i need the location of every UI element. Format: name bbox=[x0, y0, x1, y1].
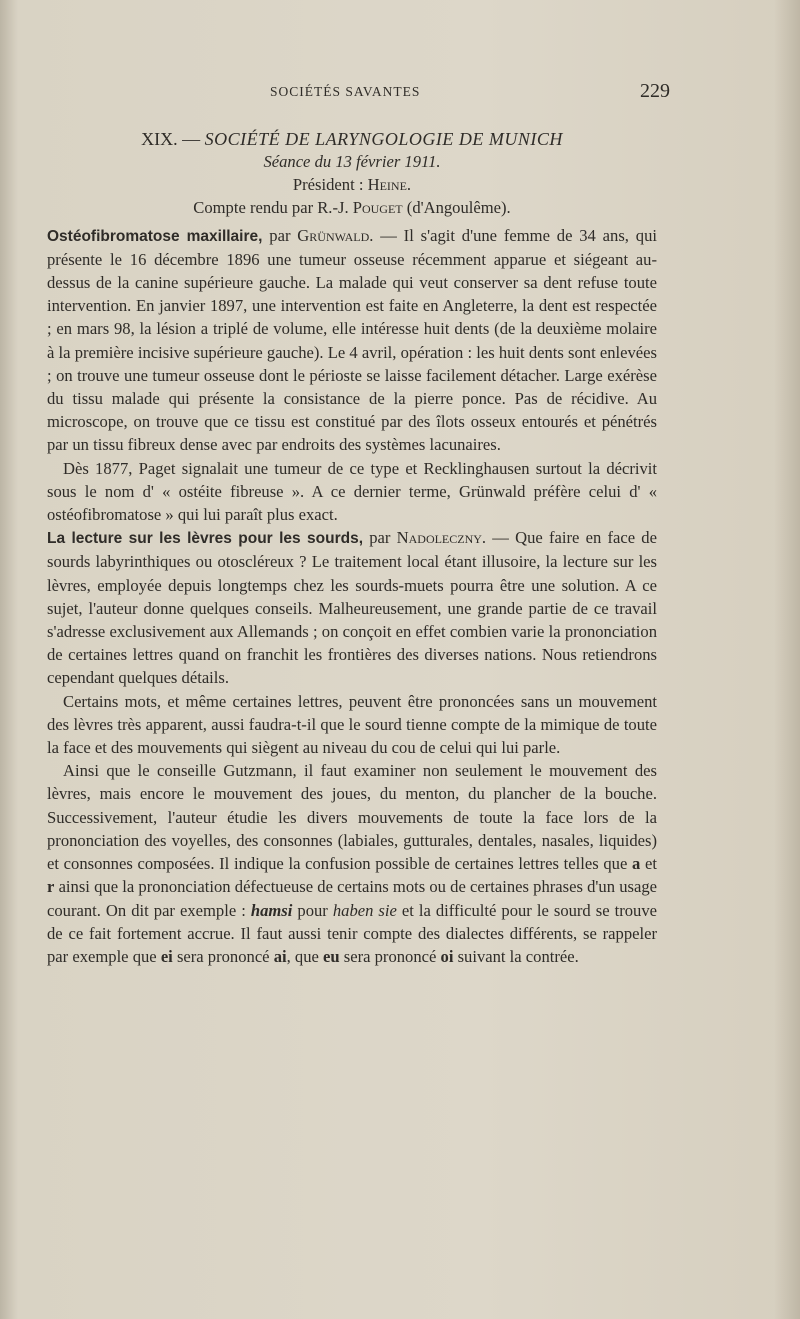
president-line bbox=[47, 173, 657, 196]
article1-text: — Il s'agit d'une femme de 34 ans, qui présente le 16 décembre 1896 une tumeur osseuse récemment apparue et siégeant au-dessus de la canine supérieure gauche. La malade qui veut conserver sa dent refuse toute intervention. En janvier 1897, une intervention est faite en Angleterre, la dent est respectée ; en mars 98, la lésion a triplé de volume, elle intéresse huit dents (de la deuxième molaire à la première incisive supérieure gauche). Le 4 avril, opération : les huit dents sont enlevées ; on trouve une tumeur osseuse dont le périoste se laisse facilement détacher. Large exérèse du tissu malade qui présente la consistance de la pierre ponce. Pas de récidive. Au microscope, on trouve que ce tissu est constitué par des îlots osseux entourés et pénétrés par un tissu fibreux dense avec par endroits des systèmes lacunaires. bbox=[47, 225, 657, 455]
p3-part-d: sera prononcé bbox=[172, 946, 274, 966]
page-body bbox=[47, 128, 657, 968]
p3-part-a: Ainsi que le conseille Gutzmann, il faut examiner non seulement le mouvement des lèvres, mais encore le mouvement des joues, du menton, du plancher de la bouche. Successivement, l'auteur étudie les divers mouvements de toute la face lors de la prononciation des voyelles, des consonnes (labiales, gutturales, dentales, nasales, liquides) et consonnes composées. Il indique la confusion possible de certaines lettres telles que bbox=[47, 761, 657, 874]
letters-oi: oi bbox=[440, 946, 454, 966]
article2-heading: La lecture sur les lèvres pour les sourds, bbox=[47, 530, 363, 548]
article2-paragraph1 bbox=[47, 526, 657, 689]
p3-pour: pour bbox=[292, 900, 333, 920]
article2-paragraph3 bbox=[47, 759, 657, 968]
article2-text: — Que faire en face de sourds labyrinthiques ou otoscléreux ? Le traitement local étant illusoire, la lecture sur les lèvres, employée depuis longtemps chez les sourds-muets pourra être une solution. A ce sujet, l'auteur donne quelques conseils. Malheureusement, une grande partie de ce travail s'adresse exclusivement aux Allemands ; on conçoit en effet combien varie la prononciation de certaines lettres quand on franchit les frontières des diverses nations. Nous retiendrons cependant quelques détails. bbox=[47, 528, 657, 688]
report-suffix: (d'Angoulême). bbox=[402, 198, 511, 218]
p3-part-e: , que bbox=[286, 946, 324, 966]
president-prefix: Président : bbox=[292, 175, 368, 195]
letters-eu: eu bbox=[323, 946, 340, 966]
p3-part-b: ainsi que la prononciation défectueuse de certains mots ou de certaines phrases d'un usage courant. On dit par exemple : bbox=[47, 877, 657, 920]
running-title: SOCIÉTÉS SAVANTES bbox=[270, 84, 421, 99]
society-name: SOCIÉTÉ DE LARYNGOLOGIE DE MUNICH bbox=[204, 129, 563, 149]
letters-ei: ei bbox=[160, 946, 173, 966]
article2-author: Nadoleczny. bbox=[396, 528, 487, 548]
report-author: Pouget bbox=[352, 198, 403, 218]
example-hamsi: hamsi bbox=[250, 900, 293, 920]
letter-r: r bbox=[47, 877, 55, 897]
page-number: 229 bbox=[640, 80, 670, 102]
example-haben-sie: haben sie bbox=[332, 900, 397, 920]
report-prefix: Compte rendu par R.-J. bbox=[193, 198, 353, 218]
article1-author: Grünwald. bbox=[297, 225, 374, 245]
section-number: XIX. — bbox=[141, 129, 201, 149]
president-name: Heine. bbox=[367, 175, 412, 195]
p3-part-g: suivant la contrée. bbox=[453, 946, 579, 966]
p3-part-c: et la difficulté pour le sourd se trouve de ce fait fortement accrue. Il faut aussi tenir compte des dialectes différents, se rappeler par exemple que bbox=[47, 900, 657, 966]
report-line bbox=[47, 196, 657, 219]
article1-paragraph2: Dès 1877, Paget signalait une tumeur de ce type et Recklinghausen surtout la décrivit sous le nom d' « ostéite fibreuse ». A ce dernier terme, Grünwald préfère celui d' « ostéofibromatose » qui lui paraît plus exact. bbox=[47, 458, 657, 525]
article1-by: par bbox=[262, 225, 298, 245]
letter-a: a bbox=[632, 854, 641, 874]
article2-by: par bbox=[363, 528, 397, 548]
seance-date: Séance du 13 février 1911. bbox=[263, 152, 441, 171]
p3-part-f: sera prononcé bbox=[339, 946, 441, 966]
section-title bbox=[47, 128, 657, 150]
p3-and: et bbox=[640, 854, 658, 874]
running-header bbox=[60, 80, 670, 108]
article2-paragraph2: Certains mots, et même certaines lettres, peuvent être prononcées sans un mouvement des lèvres très apparent, aussi faudra-t-il que le sourd tienne compte de la mimique de toute la face et des mouvements qui siègent au niveau du cou de celui qui lui parle. bbox=[47, 691, 657, 758]
article1-heading: Ostéofibromatose maxillaire, bbox=[47, 227, 263, 245]
letters-ai: ai bbox=[273, 946, 287, 966]
article1-paragraph1 bbox=[47, 224, 657, 457]
